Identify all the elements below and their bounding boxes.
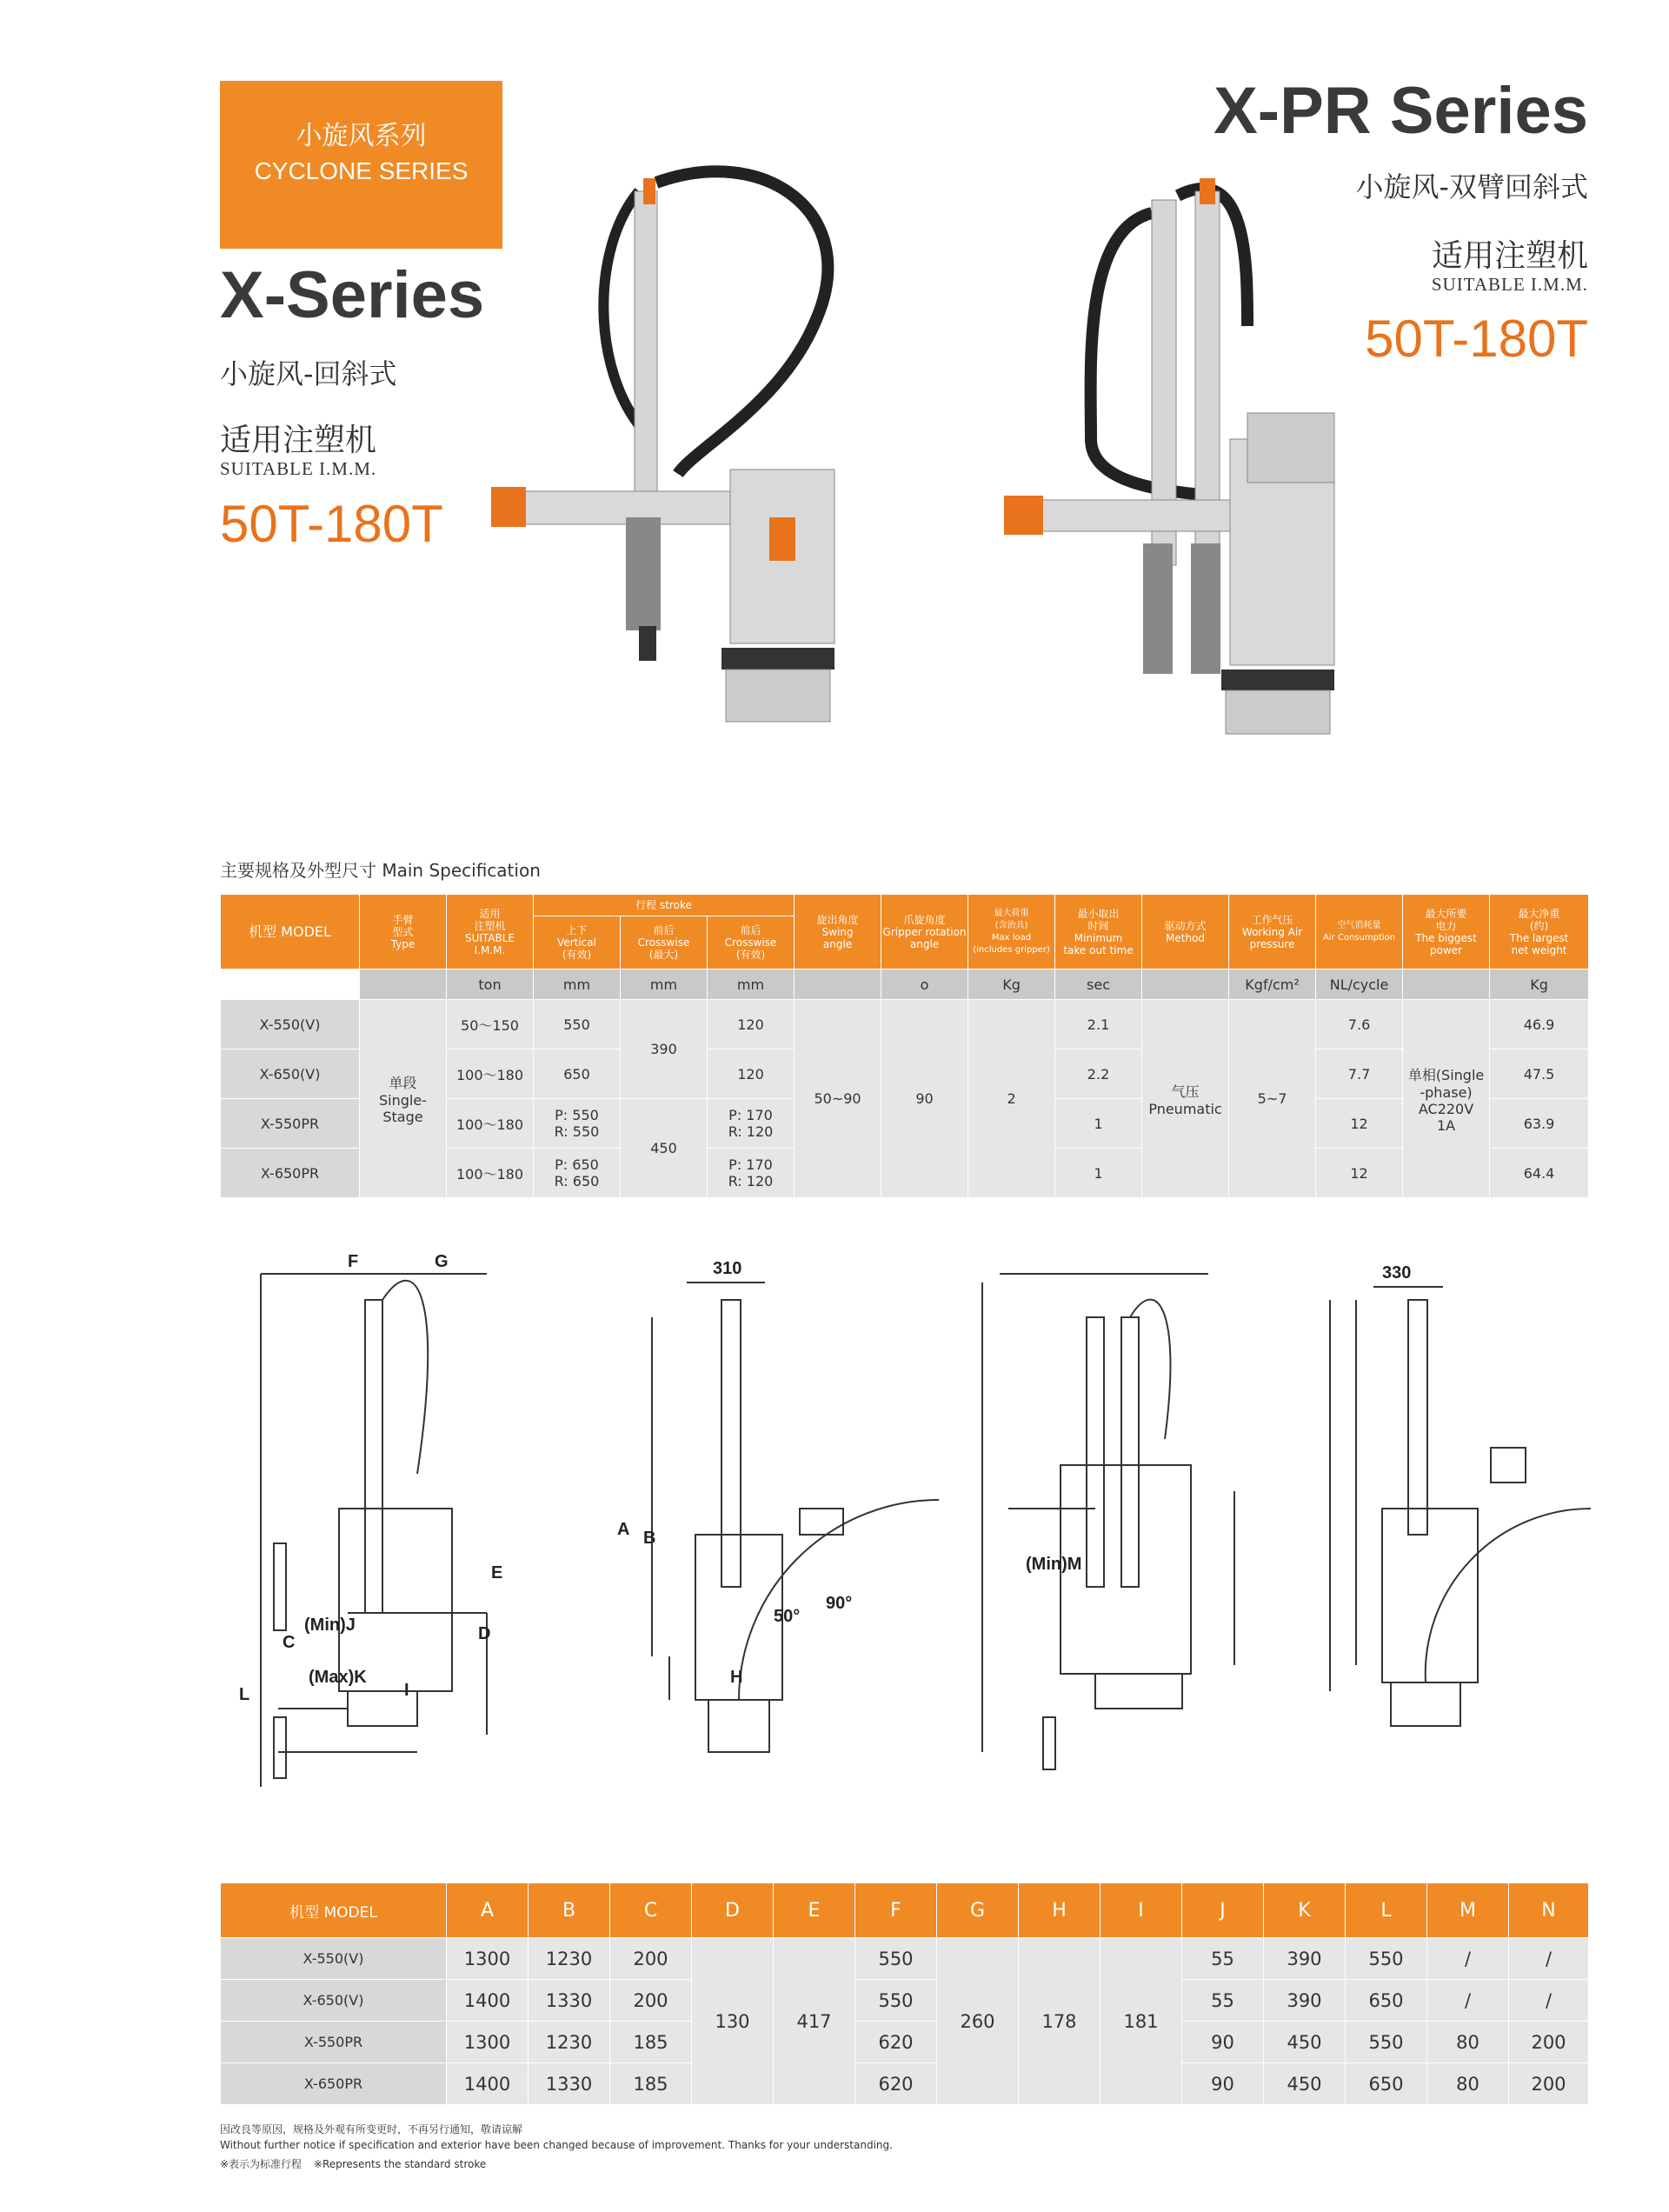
dim-cell: 55 [1182, 1938, 1264, 1980]
dim-cell: / [1509, 1980, 1589, 2022]
dim-cell: 1300 [447, 2022, 529, 2063]
air-cons-cell: 12 [1316, 1099, 1403, 1149]
spec-table [220, 894, 1589, 1198]
spec-header-air-pressure: 工作气压 Working Air pressure [1229, 895, 1316, 969]
x-series-subtitle: 小旋风-回斜式 [220, 357, 397, 390]
weight-cell: 46.9 [1490, 1000, 1589, 1049]
unit-cell: NL/cycle [1316, 969, 1403, 1000]
model-cell: X-650PR [221, 1149, 360, 1198]
spec-header-takeout: 最小取出 时间 Minimum take out time [1055, 895, 1142, 969]
dim-header-model: 机型 MODEL [221, 1883, 447, 1938]
xpr-series-suitable-en: SUITABLE I.M.M. [1431, 274, 1588, 295]
dim-cell: 200 [610, 1938, 692, 1980]
spec-header-air-consumption: 空气消耗量 Air Consumption [1316, 895, 1403, 969]
label-310: 310 [713, 1259, 742, 1278]
spec-header-model: 机型 MODEL [221, 895, 360, 969]
dim-cell-h: 178 [1019, 1938, 1100, 2105]
label-G: G [435, 1252, 449, 1271]
time-cell: 1 [1055, 1149, 1142, 1198]
dim-cell: 1330 [529, 1980, 610, 2022]
dim-cell: 550 [855, 1938, 937, 1980]
label-H: H [730, 1668, 743, 1687]
dim-cell: 1300 [447, 1938, 529, 1980]
dim-header-n: N [1509, 1883, 1589, 1938]
model-cell: X-650PR [221, 2063, 447, 2105]
spec-header-stroke: 行程 stroke [534, 895, 795, 916]
weight-cell: 63.9 [1490, 1099, 1589, 1149]
footnote-stroke [220, 2156, 486, 2171]
dim-header-h: H [1019, 1883, 1100, 1938]
x-series-title: X-Series [220, 258, 485, 332]
x-series-robot-image [469, 143, 869, 726]
table-row [221, 1938, 1589, 1980]
dim-cell: 200 [1509, 2063, 1589, 2105]
power-cell: 单相(Single -phase) AC220V 1A [1403, 1000, 1490, 1198]
xpr-series-title: X-PR Series [1214, 74, 1588, 148]
unit-cell: o [881, 969, 968, 1000]
series-badge-cn: 小旋风系列 [296, 121, 427, 151]
label-B: B [643, 1529, 656, 1548]
spec-header-crosswise-max: 前后 Crosswise (最大) [621, 916, 708, 969]
dim-cell-d: 130 [692, 1938, 774, 2105]
table-row [221, 1000, 1589, 1049]
dim-header-i: I [1100, 1883, 1182, 1938]
dim-cell: 90 [1182, 2022, 1264, 2063]
load-cell: 2 [968, 1000, 1055, 1198]
xpr-series-robot-image [987, 161, 1343, 735]
xpr-series-subtitle: 小旋风-双臂回斜式 [1355, 170, 1588, 203]
table-row [221, 2022, 1589, 2063]
dim-header-g: G [937, 1883, 1019, 1938]
dim-cell: 550 [1346, 2022, 1427, 2063]
label-F: F [348, 1252, 359, 1271]
weight-cell: 64.4 [1490, 1149, 1589, 1198]
xpr-series-tonnage: 50T-180T [1365, 310, 1588, 368]
xpr-series-suitable-cn: 适用注塑机 [1431, 238, 1588, 274]
dim-cell: 55 [1182, 1980, 1264, 2022]
unit-cell: Kg [968, 969, 1055, 1000]
label-50-deg: 50° [774, 1607, 801, 1626]
unit-cell: mm [708, 969, 795, 1000]
footnote-en: Without further notice if specification and exterior have been changed because of improvement. Thanks for your understanding. [220, 2139, 893, 2151]
model-cell: X-550PR [221, 1099, 360, 1149]
dim-cell: / [1427, 1980, 1509, 2022]
series-badge [220, 81, 502, 249]
label-I: I [404, 1681, 409, 1700]
time-cell: 1 [1055, 1099, 1142, 1149]
model-cell: X-550(V) [221, 1000, 360, 1049]
dim-cell: 390 [1264, 1980, 1346, 2022]
dim-cell: 1330 [529, 2063, 610, 2105]
model-cell: X-650(V) [221, 1049, 360, 1099]
vertical-cell: P: 550 R: 550 [534, 1099, 621, 1149]
dim-header-f: F [855, 1883, 937, 1938]
gripper-cell: 90 [881, 1000, 968, 1198]
crosswise-cell: P: 170 R: 120 [708, 1099, 795, 1149]
dim-cell: 650 [1346, 1980, 1427, 2022]
dim-cell-i: 181 [1100, 1938, 1182, 2105]
dim-header-row [221, 1883, 1589, 1938]
suitable-cell: 50～150 [447, 1000, 534, 1049]
spec-header-suitable: 适用 注塑机 SUITABLE I.M.M. [447, 895, 534, 969]
dim-cell: 450 [1264, 2063, 1346, 2105]
time-cell: 2.2 [1055, 1049, 1142, 1099]
vertical-cell: 650 [534, 1049, 621, 1099]
label-A: A [617, 1520, 630, 1539]
dim-cell: 1400 [447, 1980, 529, 2022]
weight-cell: 47.5 [1490, 1049, 1589, 1099]
air-cons-cell: 12 [1316, 1149, 1403, 1198]
dim-cell: 450 [1264, 2022, 1346, 2063]
dim-cell: 620 [855, 2022, 937, 2063]
dim-cell: 1400 [447, 2063, 529, 2105]
crosswise-max-cell: 390 [621, 1000, 708, 1099]
dim-cell: 80 [1427, 2063, 1509, 2105]
dim-cell: 185 [610, 2063, 692, 2105]
dim-cell: 200 [1509, 2022, 1589, 2063]
x-series-suitable-en: SUITABLE I.M.M. [220, 458, 377, 479]
suitable-cell: 100～180 [447, 1049, 534, 1099]
unit-cell: Kgf/cm² [1229, 969, 1316, 1000]
dim-cell: 185 [610, 2022, 692, 2063]
label-90-deg: 90° [826, 1594, 853, 1613]
vertical-cell: 550 [534, 1000, 621, 1049]
unit-cell: ton [447, 969, 534, 1000]
dim-cell: 1230 [529, 2022, 610, 2063]
model-cell: X-650(V) [221, 1980, 447, 2022]
crosswise-cell: P: 170 R: 120 [708, 1149, 795, 1198]
air-cons-cell: 7.6 [1316, 1000, 1403, 1049]
label-C: C [283, 1633, 296, 1652]
dim-header-e: E [774, 1883, 855, 1938]
model-cell: X-550(V) [221, 1938, 447, 1980]
crosswise-max-cell: 450 [621, 1099, 708, 1198]
table-row [221, 1980, 1589, 2022]
dim-header-d: D [692, 1883, 774, 1938]
dim-cell: 90 [1182, 2063, 1264, 2105]
type-cell: 单段 Single- Stage [360, 1000, 447, 1198]
dim-header-m: M [1427, 1883, 1509, 1938]
spec-header-gripper: 爪旋角度 Gripper rotation angle [881, 895, 968, 969]
spec-header-maxload: 最大荷重 (含治具) Max load (includes gripper) [968, 895, 1055, 969]
dim-header-c: C [610, 1883, 692, 1938]
spec-header-power: 最大所要 电力 The biggest power [1403, 895, 1490, 969]
dim-header-b: B [529, 1883, 610, 1938]
dim-header-a: A [447, 1883, 529, 1938]
spec-header-swing: 旋出角度 Swing angle [795, 895, 881, 969]
dim-cell: 1230 [529, 1938, 610, 1980]
dim-cell: 390 [1264, 1938, 1346, 1980]
air-pressure-cell: 5~7 [1229, 1000, 1316, 1198]
unit-cell: Kg [1490, 969, 1589, 1000]
dimension-table [220, 1882, 1589, 2105]
footnote-stroke-cn: ※表示为标准行程 [220, 2158, 303, 2170]
dim-cell: / [1427, 1938, 1509, 1980]
suitable-cell: 100～180 [447, 1099, 534, 1149]
dimension-drawings [226, 1248, 1599, 1804]
label-E: E [491, 1563, 503, 1582]
dim-cell: 620 [855, 2063, 937, 2105]
footnote-stroke-en: ※Represents the standard stroke [313, 2158, 487, 2170]
crosswise-cell: 120 [708, 1049, 795, 1099]
table-row [221, 2063, 1589, 2105]
vertical-cell: P: 650 R: 650 [534, 1149, 621, 1198]
crosswise-cell: 120 [708, 1000, 795, 1049]
spec-header-type: 手臂 型式 Type [360, 895, 447, 969]
label-D: D [478, 1624, 491, 1643]
dim-cell: / [1509, 1938, 1589, 1980]
dim-cell: 550 [855, 1980, 937, 2022]
spec-header-vertical: 上下 Vertical (有效) [534, 916, 621, 969]
spec-heading: 主要规格及外型尺寸 Main Specification [220, 860, 541, 881]
unit-cell: sec [1055, 969, 1142, 1000]
label-min-m: (Min)M [1026, 1555, 1082, 1574]
dim-header-k: K [1264, 1883, 1346, 1938]
dim-cell: 550 [1346, 1938, 1427, 1980]
spec-header-weight: 最大净重 (约) The largest net weight [1490, 895, 1589, 969]
series-badge-en: CYCLONE SERIES [254, 157, 469, 184]
dim-cell-e: 417 [774, 1938, 855, 2105]
unit-cell: mm [621, 969, 708, 1000]
dim-cell: 650 [1346, 2063, 1427, 2105]
label-max-k: (Max)K [309, 1668, 367, 1687]
label-L: L [239, 1685, 250, 1704]
dim-cell-g: 260 [937, 1938, 1019, 2105]
dim-header-j: J [1182, 1883, 1264, 1938]
dim-cell: 200 [610, 1980, 692, 2022]
label-min-j: (Min)J [304, 1616, 356, 1635]
footnote-cn: 因改良等原因，规格及外观有所变更时，不再另行通知，敬请谅解 [220, 2123, 523, 2135]
method-cell: 气压 Pneumatic [1142, 1000, 1229, 1198]
dim-cell: 80 [1427, 2022, 1509, 2063]
swing-cell: 50~90 [795, 1000, 881, 1198]
spec-unit-row [221, 969, 1589, 1000]
x-series-tonnage: 50T-180T [220, 495, 443, 553]
spec-header-method: 驱动方式 Method [1142, 895, 1229, 969]
dim-header-l: L [1346, 1883, 1427, 1938]
suitable-cell: 100～180 [447, 1149, 534, 1198]
air-cons-cell: 7.7 [1316, 1049, 1403, 1099]
x-series-suitable-cn: 适用注塑机 [220, 423, 377, 458]
time-cell: 2.1 [1055, 1000, 1142, 1049]
model-cell: X-550PR [221, 2022, 447, 2063]
label-330: 330 [1382, 1263, 1412, 1283]
spec-header-crosswise-eff: 前后 Crosswise (有效) [708, 916, 795, 969]
unit-cell: mm [534, 969, 621, 1000]
